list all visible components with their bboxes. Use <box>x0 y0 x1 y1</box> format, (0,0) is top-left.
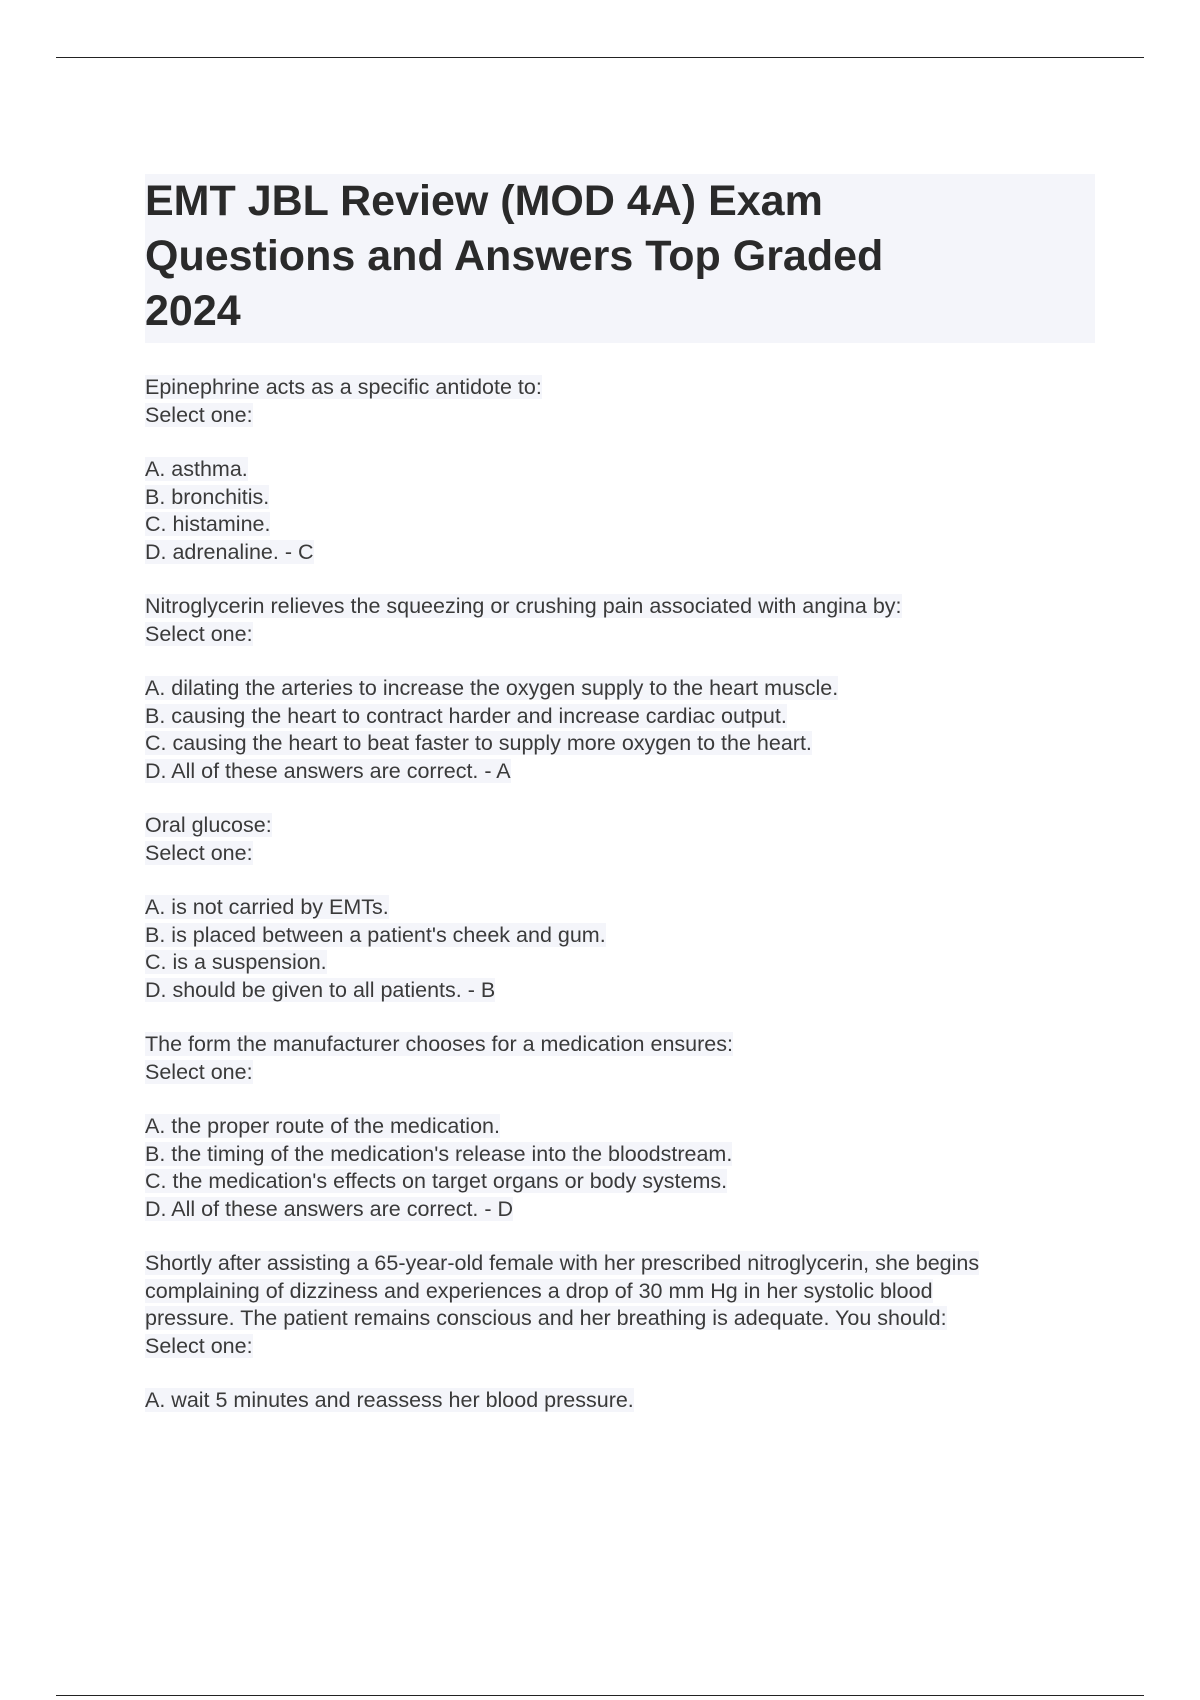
question-prompt: Epinephrine acts as a specific antidote to: <box>145 375 542 399</box>
answer-option: A. dilating the arteries to increase the oxygen supply to the heart muscle. <box>145 676 839 700</box>
question-list <box>145 374 1095 1415</box>
question-3 <box>145 812 1095 1004</box>
answer-option: D. should be given to all patients. - B <box>145 977 496 1002</box>
answer-option: D. All of these answers are correct. - D <box>145 1196 514 1221</box>
question-prompt: The form the manufacturer chooses for a medication ensures: <box>145 1032 733 1056</box>
answer-option: A. wait 5 minutes and reassess her blood pressure. <box>145 1388 634 1412</box>
document-title <box>145 174 1095 343</box>
question-1 <box>145 374 1095 566</box>
answer-option: B. is placed between a patient's cheek and gum. <box>145 922 606 947</box>
answer-option: B. the timing of the medication's release into the bloodstream. <box>145 1141 733 1166</box>
question-prompt: complaining of dizziness and experiences a drop of 30 mm Hg in her systolic blood <box>145 1278 933 1303</box>
answer-option: B. causing the heart to contract harder and increase cardiac output. <box>145 703 787 728</box>
question-instruction: Select one: <box>145 402 253 427</box>
question-instruction: Select one: <box>145 1333 253 1358</box>
question-prompt: Nitroglycerin relieves the squeezing or crushing pain associated with angina by: <box>145 594 902 618</box>
answer-option: C. is a suspension. <box>145 950 327 974</box>
question-prompt: Oral glucose: <box>145 813 272 837</box>
bottom-rule <box>56 1695 1144 1696</box>
answer-option: A. is not carried by EMTs. <box>145 895 389 919</box>
question-instruction: Select one: <box>145 1059 253 1084</box>
answer-option: C. histamine. <box>145 512 271 536</box>
question-5 <box>145 1250 1095 1415</box>
title-line: EMT JBL Review (MOD 4A) Exam <box>145 177 823 225</box>
top-rule <box>56 57 1144 58</box>
answer-option: C. the medication's effects on target organs or body systems. <box>145 1169 728 1193</box>
answer-option: A. the proper route of the medication. <box>145 1114 500 1138</box>
answer-option: C. causing the heart to beat faster to supply more oxygen to the heart. <box>145 731 812 755</box>
question-instruction: Select one: <box>145 840 253 865</box>
title-line: Questions and Answers Top Graded <box>145 232 884 280</box>
page-body <box>145 174 1095 1442</box>
answer-option: B. bronchitis. <box>145 484 270 509</box>
title-line: 2024 <box>145 287 241 335</box>
question-instruction: Select one: <box>145 621 253 646</box>
question-4 <box>145 1031 1095 1223</box>
question-prompt: Shortly after assisting a 65-year-old female with her prescribed nitroglycerin, she begins <box>145 1251 980 1275</box>
answer-option: D. All of these answers are correct. - A <box>145 758 511 783</box>
question-prompt: pressure. The patient remains conscious and her breathing is adequate. You should: <box>145 1306 947 1330</box>
answer-option: D. adrenaline. - C <box>145 539 314 564</box>
question-2 <box>145 593 1095 785</box>
answer-option: A. asthma. <box>145 457 248 481</box>
